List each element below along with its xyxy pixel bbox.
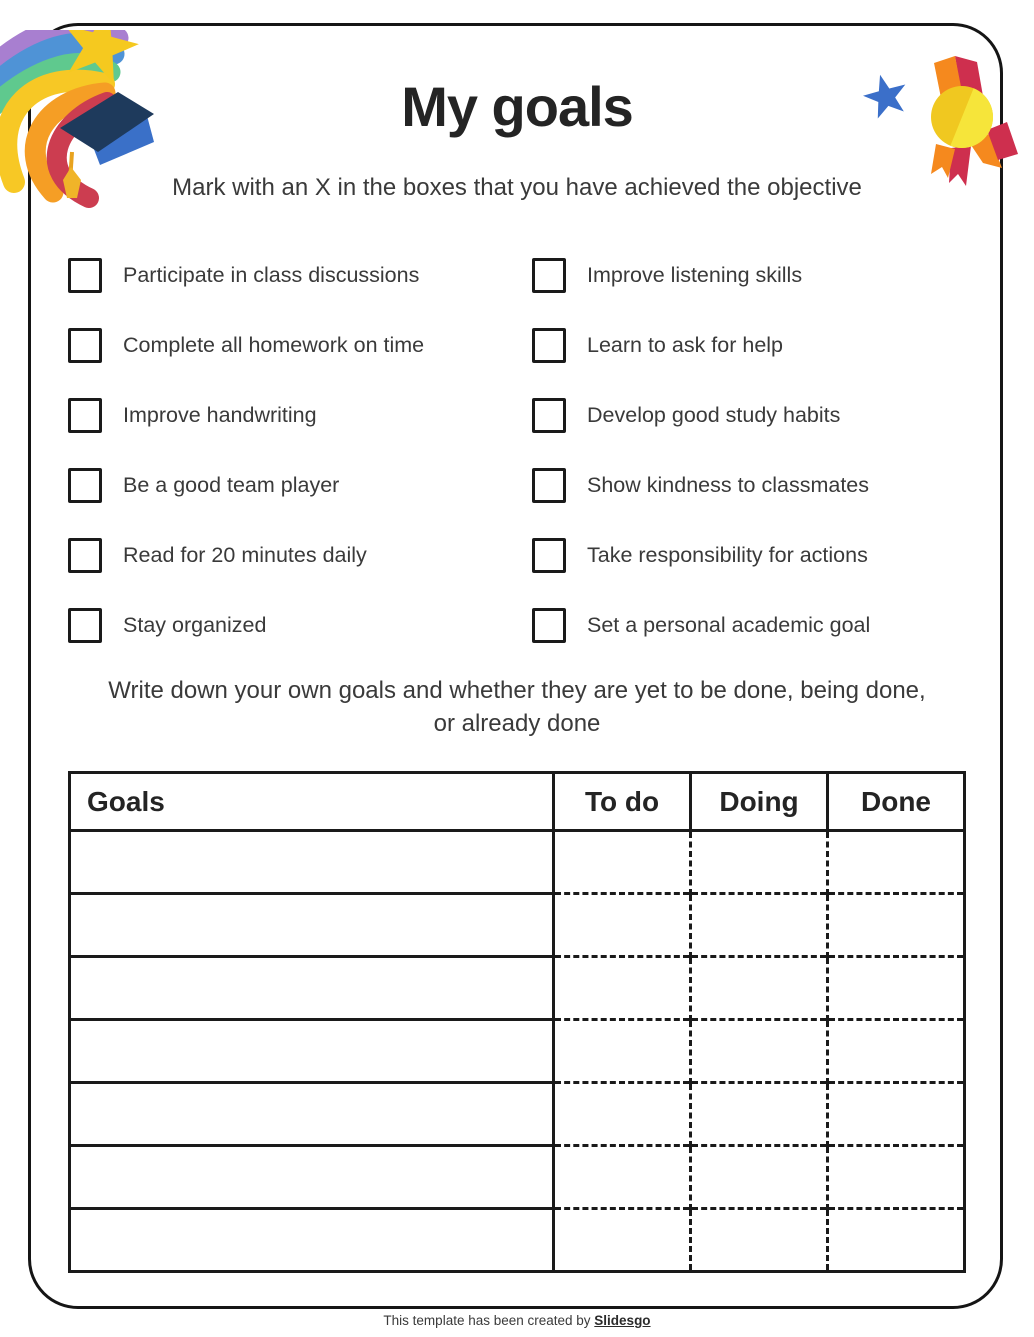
header-doing: Doing (691, 773, 828, 831)
instruction-line-2: or already done (433, 710, 601, 737)
checklist-item (532, 520, 966, 590)
status-cell[interactable] (828, 1209, 965, 1272)
status-cell[interactable] (554, 831, 691, 894)
checklist-item (532, 380, 966, 450)
checklist-item (68, 240, 532, 310)
status-cell[interactable] (691, 894, 828, 957)
table-row (70, 1020, 965, 1083)
checklist-right-column (532, 240, 966, 660)
status-cell[interactable] (554, 1020, 691, 1083)
goals-table-body (70, 831, 965, 1272)
checklist-item (532, 240, 966, 310)
objective-label: Set a personal academic goal (587, 612, 871, 637)
objective-label: Show kindness to classmates (587, 472, 870, 497)
status-cell[interactable] (828, 1146, 965, 1209)
objective-label: Read for 20 minutes daily (123, 542, 367, 567)
checklist-item (68, 450, 532, 520)
subtitle: Mark with an X in the boxes that you have achieved the objective (172, 174, 862, 201)
table-header-row (70, 773, 965, 831)
goal-cell[interactable] (70, 894, 554, 957)
checklist-item (532, 450, 966, 520)
table-row (70, 1146, 965, 1209)
header-goals: Goals (70, 773, 554, 831)
objective-checkbox[interactable] (68, 538, 102, 573)
status-cell[interactable] (691, 1209, 828, 1272)
status-cell[interactable] (554, 1146, 691, 1209)
objective-label: Participate in class discussions (123, 262, 420, 287)
objective-label: Complete all homework on time (123, 332, 425, 357)
goal-cell[interactable] (70, 1083, 554, 1146)
status-cell[interactable] (691, 1146, 828, 1209)
checklist-item (68, 590, 532, 660)
goal-cell[interactable] (70, 831, 554, 894)
objective-checkbox[interactable] (532, 608, 566, 643)
objective-checkbox[interactable] (532, 398, 566, 433)
objective-checkbox[interactable] (68, 398, 102, 433)
table-row (70, 831, 965, 894)
objective-checkbox[interactable] (68, 258, 102, 293)
status-cell[interactable] (554, 1083, 691, 1146)
objective-label: Improve handwriting (123, 402, 317, 427)
footer-text: This template has been created by (383, 1313, 595, 1328)
objective-label: Be a good team player (123, 472, 340, 497)
header-to-do: To do (554, 773, 691, 831)
objective-label: Stay organized (123, 612, 267, 637)
status-cell[interactable] (554, 894, 691, 957)
footer-credit (0, 1313, 1034, 1328)
objective-label: Develop good study habits (587, 402, 841, 427)
instruction-line-1: Write down your own goals and whether they are yet to be done, being done, (108, 677, 926, 704)
status-cell[interactable] (691, 1020, 828, 1083)
objective-checkbox[interactable] (532, 258, 566, 293)
status-cell[interactable] (828, 957, 965, 1020)
objective-checkbox[interactable] (68, 608, 102, 643)
table-row (70, 1083, 965, 1146)
checklist-item (68, 520, 532, 590)
status-cell[interactable] (828, 1083, 965, 1146)
objectives-checklist (68, 240, 966, 660)
table-instruction (0, 674, 1034, 740)
objective-checkbox[interactable] (532, 328, 566, 363)
status-cell[interactable] (691, 1083, 828, 1146)
objective-label: Take responsibility for actions (587, 542, 868, 567)
status-cell[interactable] (554, 1209, 691, 1272)
table-row (70, 894, 965, 957)
checklist-item (68, 310, 532, 380)
slidesgo-link[interactable]: Slidesgo (594, 1313, 651, 1328)
objective-checkbox[interactable] (532, 538, 566, 573)
table-row (70, 957, 965, 1020)
goals-table (68, 771, 966, 1273)
status-cell[interactable] (691, 957, 828, 1020)
status-cell[interactable] (828, 1020, 965, 1083)
objective-checkbox[interactable] (68, 468, 102, 503)
goal-cell[interactable] (70, 1020, 554, 1083)
checklist-item (532, 590, 966, 660)
checklist-item (532, 310, 966, 380)
objective-label: Learn to ask for help (587, 332, 784, 357)
checklist-left-column (68, 240, 532, 660)
checklist-item (68, 380, 532, 450)
table-row (70, 1209, 965, 1272)
objective-checkbox[interactable] (532, 468, 566, 503)
status-cell[interactable] (828, 894, 965, 957)
goal-cell[interactable] (70, 1209, 554, 1272)
objective-label: Improve listening skills (587, 262, 803, 287)
header-done: Done (828, 773, 965, 831)
objective-checkbox[interactable] (68, 328, 102, 363)
goal-cell[interactable] (70, 1146, 554, 1209)
page-title: My goals (401, 75, 633, 138)
goal-cell[interactable] (70, 957, 554, 1020)
status-cell[interactable] (828, 831, 965, 894)
status-cell[interactable] (554, 957, 691, 1020)
status-cell[interactable] (691, 831, 828, 894)
